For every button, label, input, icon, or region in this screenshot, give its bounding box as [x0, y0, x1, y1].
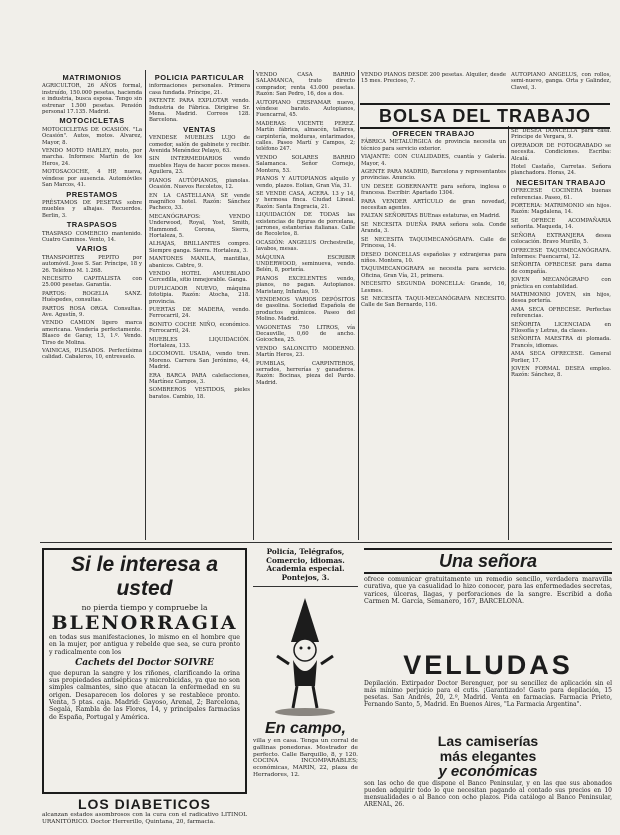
classified-item: VENDO SOLARES BARRIO Salamanca. Señor Cornejo, Montera, 53.: [256, 154, 355, 174]
classified-item: ERA BARCA PARA calefacciones, Martínez Campos, 3.: [149, 372, 250, 386]
bolsa-del-trabajo-banner: BOLSA DEL TRABAJO: [360, 103, 610, 129]
classified-item: VENDO MOTO HARLEY, moto, por marcha. Informes: Martín de los Heros, 24.: [42, 148, 142, 167]
classified-item: SIN INTERMEDIARIOS vendo muebles Haya de hacer pocos meses. Aguilera, 23.: [149, 156, 250, 176]
classified-item: SEÑORITA OFRECESE para dama de compañía.: [511, 262, 611, 275]
classified-item: SE NECESITA TAQUI-MECANÓGRAFA NECESITO. Calle de San Bernardo, 116.: [361, 295, 506, 309]
classified-item: AUTOPIANO CRISFAMAR nuevo, véndese barato. Autopianos, Fuencarral, 45.: [256, 99, 355, 119]
classified-item: MANTONES MANILA, mantillas, abanicos. Cabtre, 9.: [149, 256, 250, 269]
classified-column-3: [256, 72, 355, 540]
classified-item: Hotel Castaño, Carretas. Señora planchadora. Horas, 24.: [511, 164, 611, 177]
classified-item: MATRIMONIO JOVEN, sin hijos, desea portería.: [511, 291, 611, 305]
classified-item: BONITO COCHE NIÑO, económico. Ferrocarril, 24.: [149, 321, 250, 335]
classified-column-2: [149, 72, 250, 540]
classified-item: PUERTAS DE MADERA, vendo. Ferrocarril, 24.: [149, 307, 250, 320]
classified-item: UN DESEE GOBERNANTE para señora, inglesa o francesa. Escribir: Apartado 1304.: [361, 183, 506, 197]
classified-item: VENDO SALONCITO MODERNO. Martín Heros, 23.: [256, 345, 355, 359]
section-header-prestamos: PRESTAMOS: [66, 189, 118, 199]
classified-item: PARA VENDER ARTÍCULO de gran novedad, necesitan agentes.: [361, 198, 506, 212]
blenorragia-ad: [42, 548, 247, 794]
classified-item: VENDESE MUEBLES LUJO de comedor, salón de gabinete y recibir. Avenida Menéndez Pelayo, 63.: [149, 135, 250, 155]
necesitan-trabajo-column: [511, 128, 611, 540]
ad-body: que depuran la sangre y los riñones, clarificando la orina sus propiedades antisépticas y microbicidas, ya que no son simples calmantes, sino que atacan la enfermedad en su origen. Desaparecen los dolores y se restablece pronto. Venta, 5 ptas. caja. Madrid: Gayoso, Arenal, 2; Barcelona, Segalá, Rambla de las Flores, 14, y principales farmacias de España, Portugal y América.: [49, 669, 240, 721]
classified-item: SE NECESITA DUEÑA PARA señora sola. Conde Aranda, 3.: [361, 221, 506, 235]
classified-item: SEÑORA EXTRANJERA desea colocación. Bravo Murillo, 5.: [511, 232, 611, 246]
velludas-ad: [364, 650, 612, 730]
classified-item: PUMBLAS, CARPINTEROS, serrados, herrerías y ganaderos. Razón: Bocinas, pieza del Pardo. Madrid.: [256, 360, 355, 386]
gnome-illustration: [253, 590, 358, 718]
classified-item: VENDO CAMION ligero marca americana. Vendería perfectamente. Blasco de Garay, 13, 1.º. Vendo. Tirso de Molina.: [42, 320, 142, 346]
academia-ad: [253, 548, 358, 587]
section-header-traspasos: TRASPASOS: [66, 220, 118, 230]
classified-item: MUEBLES LIQUIDACIÓN. Hortaleza, 133.: [149, 336, 250, 350]
classified-item: LOCOMOVIL USADA, vendo tren. Moreno. Carrera San Jerónimo, 44, Madrid.: [149, 351, 250, 371]
classified-item: AMA SECA OFRECESE. Perfectas referencias.: [511, 306, 611, 320]
classified-column-4-top: [361, 72, 506, 102]
ad-headline: Las camiserías: [437, 734, 539, 749]
classified-item: PRÉSTAMOS DE PESETAS sobre muebles y alhajas. Recuerdos. Berlin, 3.: [42, 199, 142, 219]
ad-body: en todas sus manifestaciones, lo mismo en el hombre que en la mujer, por antigua y rebelde que sea, se cura pronto y radicalmente con los: [49, 634, 240, 656]
classified-item: MOTOSACOCHE, 4 HP, nueva, véndese por ausencia. Automóviles San Marcos, 41.: [42, 169, 142, 189]
classified-item: PATENTE PARA EXPLOTAR vendo. Industria de Fábrica. Dirigirse Sr. Mena. Madrid. Correos 128. Barcelona.: [149, 98, 250, 124]
classified-item: LIQUIDACIÓN DE TODAS las existencias de figuras de porcelana, jarrones, estanterías italianas. Calle de Recoletos, 8.: [256, 212, 355, 238]
classified-item: AGRICULTOR, 26 AÑOS formal, instruído, 150.000 pesetas, hacienda e industria, busca esposa. Tengo sin estrenar 1.500 pesetas. Pensión personal 17.135. Madrid.: [42, 83, 142, 116]
classified-column-1: [42, 72, 142, 540]
column-rule: [508, 126, 509, 540]
column-rule: [358, 70, 359, 540]
classified-item: SE VENDE CASA, ACERA. 13 y 14, y hermosa finca. Ciudad Lineal. Razón: Santa Engracia, 21.: [256, 190, 355, 210]
ad-body: son las ocho de que dispone el Banco Peninsular, y en las que sus abonados pueden adquirir todo lo que necesitan pagando al contado sus precios en 10 mensualidades o al Banco con ocho plazos. Pida catálogo al Banco Peninsular, ARENAL, 26.: [364, 780, 612, 808]
ad-headline: En campo,: [265, 720, 346, 737]
classified-item: TRASPASO COMERCIO mantenido. Cuatro Caminos. Vento, 14.: [42, 230, 142, 243]
column-rule: [253, 70, 254, 540]
ad-headline: y económicas: [438, 763, 538, 780]
ad-body: villa y en casa. Tenga un corral de gallinas ponedoras. Mostrador de perfecto. Calle Barquillo, 8, y 120. COCINA INCOMPARABLES; económicas, MARIN, 22, plaza de Herradores, 12.: [253, 738, 358, 778]
classified-item: AMA SECA OFRECESE. General Porlier, 17.: [511, 351, 611, 364]
section-header-policia: POLICIA PARTICULAR: [154, 73, 245, 82]
ad-body: alcanzan estados asombrosos con la cura con el radicativo LITINOL URANITÓRICO. Doctor Herrerillo, Quintana, 20, farmacia.: [42, 812, 247, 825]
classified-item: informaciones personales. Primera casa fundada. Príncipe, 21.: [149, 83, 250, 96]
ad-body: Policía, Telégrafos, Comercio, idiomas. Academia especial. Pontejos, 3.: [266, 548, 345, 582]
classified-item: AUTOPIANO ANGELUS, con rollos, semi-nuevo, ganga. Orta y Galindez, Clavel, 3.: [511, 72, 611, 91]
classified-item: ALHAJAS, BRILLANTES compro. Siempre ganga. Sierra. Hortaleza, 3.: [149, 241, 250, 254]
gnome-figure-icon: [253, 590, 358, 718]
column-rule: [145, 70, 146, 540]
classified-item: SE OFRECE ACOMPAÑARIA señorita. Maqueda, 14.: [511, 217, 611, 231]
classified-item: PIANOS Y AUTOPIANOS alquilo y vendo, plazos. Eolian, Gran Vía, 31.: [256, 176, 355, 189]
classified-item: SE DESEA DONCELLA para casa. Principe de Vergara, 9.: [511, 128, 611, 141]
ad-body: Depilación. Extirpador Doctor Berenguer, por su sencillez de aplicación sin el más mínimo perjuicio para el cutis. ¡Garantizado! Gasto para depilación, 15 pesetas. San Andrés, 20, 2.º, Madrid. Venta en farmacias. Farmacia Prieto, Fernando Santo, 5, Madrid. En Buenos Aires, "La Farmacia Argentina".: [364, 680, 612, 708]
classified-item: PIANOS AUTÓPIANOS, pianolas. Ocasión. Nuevos Recoletos, 12.: [149, 177, 250, 191]
classified-item: VAGONETAS 750 LITROS, vía Decauville, 0,60 de ancho. Goicochea, 25.: [256, 324, 355, 344]
una-senora-ad: [364, 548, 612, 648]
ad-headline: Si le interesa a usted: [70, 553, 219, 600]
section-header-motocicletas: MOTOCICLETAS: [59, 116, 125, 126]
classified-item: EN LA CASTELLANA SE vende magnífico hotel. Razón: Sánchez Pacheco, 33.: [149, 192, 250, 212]
classified-item: PARTOS ROSA ORGA. Consultas. Ave. Agustín, 9.: [42, 305, 142, 318]
classified-item: TAQUIMECANOGRAFA se necesita para servicio. Oficina, Gran Vía, 21, primera.: [361, 266, 506, 279]
classified-item: MOTOCICLETAS DE OCASIÓN. "La Ocasión". Autos, motos. Alvarez, Mayor, 8.: [42, 126, 142, 146]
classified-item: VENDO CASA BARRIO SALAMANCA, trato directo comprador, renta 43.000 pesetas. Razón: San Pedro, 16, dos a dos.: [256, 72, 355, 98]
classified-item: TRANSPORTES PEPITO por automóvil. Jose S. Sar. Príncipe, 18 y 26. Teléfono M. 1.268.: [42, 254, 142, 274]
classified-item: SE NECESITA TAQUIMECANÓGRAFA. Calle de Princesa, 14.: [361, 236, 506, 250]
classified-item: DESEO DONCELLAS españolas y extranjeras para niños. Montera, 10.: [361, 251, 506, 264]
ad-product: BLENORRAGIA: [51, 612, 238, 634]
camiserias-ad: [364, 734, 612, 834]
classified-item: SOMBREROS VESTIDOS, pieles baratos. Cambio, 18.: [149, 387, 250, 400]
classified-item: OCASIÓN: ANGELUS Orchestrelle, lavabos, mesas.: [256, 239, 355, 253]
classified-item: PORTERIA: MATRIMONIO sin hijos. Razón: Magdalena, 14.: [511, 203, 611, 216]
section-header-varios: VARIOS: [76, 244, 108, 254]
classified-item: VIAJANTE: CON CUALIDADES, cuantía y Galería. Mayor, 4.: [361, 154, 506, 167]
ofrecen-trabajo-column: [361, 128, 506, 540]
classified-item: MADERAS: VICENTE PEREZ. Martín fábrica, almacén, talleres, carpintería, molduras, entarimados, calles. Paseo Martí y Campos, 2; teléfono 247.: [256, 120, 355, 153]
classified-item: NECESITO SEGUNDA DONCELLA: Grande, 16, Lesmes.: [361, 281, 506, 294]
ad-body: ofrece comunicar gratuitamente un remedio sencillo, verdadera maravilla curativa, que ya casualidad lo hizo conocer, para las enfermedades secretas, varices, úlceras, llagas, y perforaciones de la sangre. Escribid a doña Carmen M. García, Semanero, 167, BARCELONA.: [364, 576, 612, 605]
ad-headline: más elegantes: [439, 748, 537, 764]
classified-item: PARTOS: ROGELIA SANZ. Huéspedes, consultas.: [42, 290, 142, 304]
classified-item: DUPLICADOR NUEVO, máquina fototipia. Razón: Atocha, 218. provincia.: [149, 285, 250, 305]
classified-item: OFRECESE COCINERA buenas referencias. Paseo, 61.: [511, 188, 611, 201]
classified-item: VAINICAS, PLISADOS. Perfectísima calidad. Cabaleros, 10, entresuelo.: [42, 348, 142, 361]
classified-item: OFRECESE TAQUIMECANÓGRAFA. Informes: Fuencarral, 12.: [511, 247, 611, 260]
classified-item: VENDO HOTEL AMUEBLADO Cercedilla, sitio inmejorable. Ganga.: [149, 270, 250, 284]
ad-subhead: no pierda tiempo y compruebe la: [81, 603, 208, 612]
section-header-ventas: VENTAS: [183, 124, 216, 134]
ad-headline: LOS DIABETICOS: [77, 796, 211, 812]
diabeticos-ad: [42, 796, 247, 834]
ad-product-name: Cachets del Doctor SOIVRE: [75, 657, 214, 668]
classified-item: PIANOS EXCELENTES vendo, pianos, no pagan. Autopianos. Maristany, Infantas, 19.: [256, 275, 355, 295]
classified-column-5-top: [511, 72, 611, 102]
classified-item: AGENTE PARA MADRID, Barcelona y representantes provincias. Anuncio.: [361, 169, 506, 182]
classified-item: NECESITO CAPITALISTA con 25.000 pesetas. Garantía.: [42, 275, 142, 289]
classified-item: MECANÓGRAFOS: VENDO Underwood, Royal, Yost, Smith, Hammond. Corona, Sierra, Hortaleza, 5.: [149, 213, 250, 239]
classified-item: VENDO PIANOS DESDE 200 pesetas. Alquiler, desde 15 mes. Precioso, 7.: [361, 72, 506, 85]
classified-item: SEÑORITA LICENCIADA en Filosofía y Letras, da clases.: [511, 321, 611, 334]
ad-headline: VELLUDAS: [403, 650, 573, 680]
en-campo-ad: [253, 720, 358, 834]
classified-item: JOVEN MECANÓGRAFO con práctica en contabilidad.: [511, 277, 611, 290]
classified-item: JOVEN FORMAL DESEA empleo. Razón: Sánchez, 8.: [511, 366, 611, 379]
classified-item: MÁQUINA ESCRIBIR UNDERWOOD, seminueva, vendo. Belén, 8, portería.: [256, 254, 355, 274]
section-header-matrimonios: MATRIMONIOS: [62, 73, 122, 82]
classified-item: FÁBRICA METALÚRGICA de provincia necesita un técnico para servicio exterior.: [361, 139, 506, 152]
section-header-necesitan: NECESITAN TRABAJO: [516, 177, 606, 187]
classified-item: FALTAN SEÑORITAS BUEnas estaturas, en Madrid.: [361, 213, 501, 220]
section-divider: [40, 542, 612, 543]
classified-item: OPERADOR DE FOTOGRABADO se necesita. Condiciones. Escriba: Alcalá.: [511, 142, 611, 162]
ad-headline: Una señora: [364, 548, 612, 574]
section-header-ofrecen: OFRECEN TRABAJO: [392, 129, 475, 138]
classified-item: VENDEMOS VARIOS DEPÓSITOS de gasolina. Sociedad Española de productos químicos. Paseo del Molino. Madrid.: [256, 297, 355, 323]
classified-item: SEÑORITA MAESTRA di plomada. Francés, idiomas.: [511, 336, 611, 349]
